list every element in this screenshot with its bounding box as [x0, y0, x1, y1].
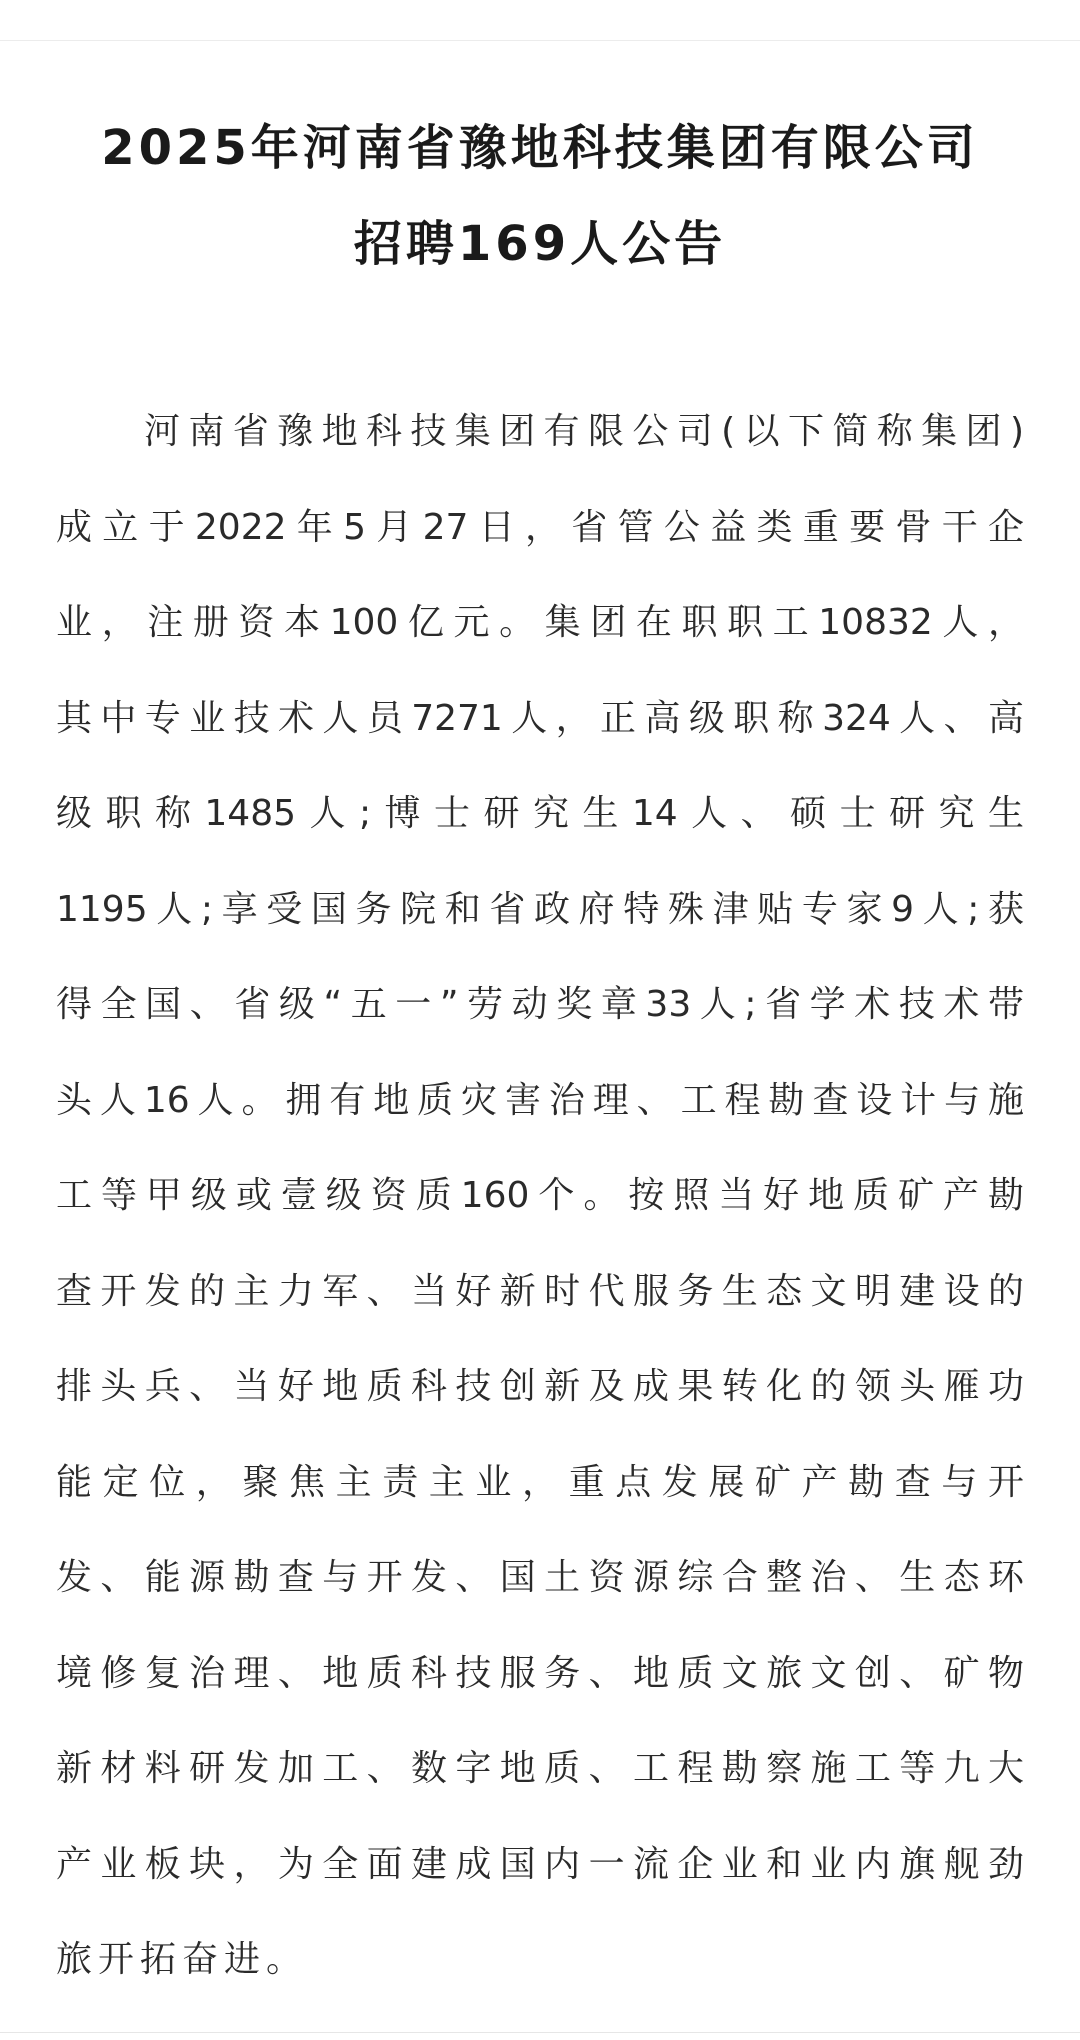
- article-title: [40, 100, 1040, 292]
- paragraph-line-7: 得全国、省级“五一”劳动奖章33人;省学术技术带: [56, 984, 1024, 1025]
- paragraph-line-3: 业，注册资本100亿元。集团在职职工10832人，: [56, 602, 1024, 643]
- paragraph-line-1: 河南省豫地科技集团有限公司(以下简称集团): [144, 411, 1024, 452]
- top-divider: [0, 40, 1080, 41]
- paragraph-line-17: 旅开拓奋进。: [56, 1939, 309, 1980]
- article-paragraph: [56, 384, 1024, 2008]
- paragraph-line-10: 查开发的主力军、当好新时代服务生态文明建设的: [56, 1270, 1024, 1312]
- paragraph-line-6: 1195人;享受国务院和省政府特殊津贴专家9人;获: [56, 888, 1024, 930]
- article-title-line-2: 招聘169人公告: [353, 216, 727, 272]
- paragraph-line-9: 工等甲级或壹级资质160个。按照当好地质矿产勘: [56, 1175, 1024, 1216]
- paragraph-line-13: 发、能源勘查与开发、国土资源综合整治、生态环: [56, 1557, 1024, 1598]
- paragraph-line-2: 成立于2022年5月27日，省管公益类重要骨干企: [56, 506, 1024, 548]
- article-title-line-1: 2025年河南省豫地科技集团有限公司: [101, 120, 979, 176]
- paragraph-line-15: 新材料研发加工、数字地质、工程勘察施工等九大: [56, 1748, 1024, 1789]
- paragraph-line-8: 头人16人。拥有地质灾害治理、工程勘查设计与施: [56, 1079, 1024, 1121]
- paragraph-line-4: 其中专业技术人员7271人，正高级职称324人、高: [56, 697, 1024, 739]
- paragraph-line-16: 产业板块，为全面建成国内一流企业和业内旗舰劲: [56, 1843, 1024, 1885]
- bottom-divider: [0, 2032, 1080, 2033]
- paragraph-line-12: 能定位，聚焦主责主业，重点发展矿产勘查与开: [56, 1461, 1024, 1503]
- paragraph-line-5: 级职称1485人;博士研究生14人、硕士研究生: [56, 793, 1024, 834]
- paragraph-line-14: 境修复治理、地质科技服务、地质文旅文创、矿物: [56, 1652, 1024, 1694]
- paragraph-line-11: 排头兵、当好地质科技创新及成果转化的领头雁功: [56, 1366, 1024, 1407]
